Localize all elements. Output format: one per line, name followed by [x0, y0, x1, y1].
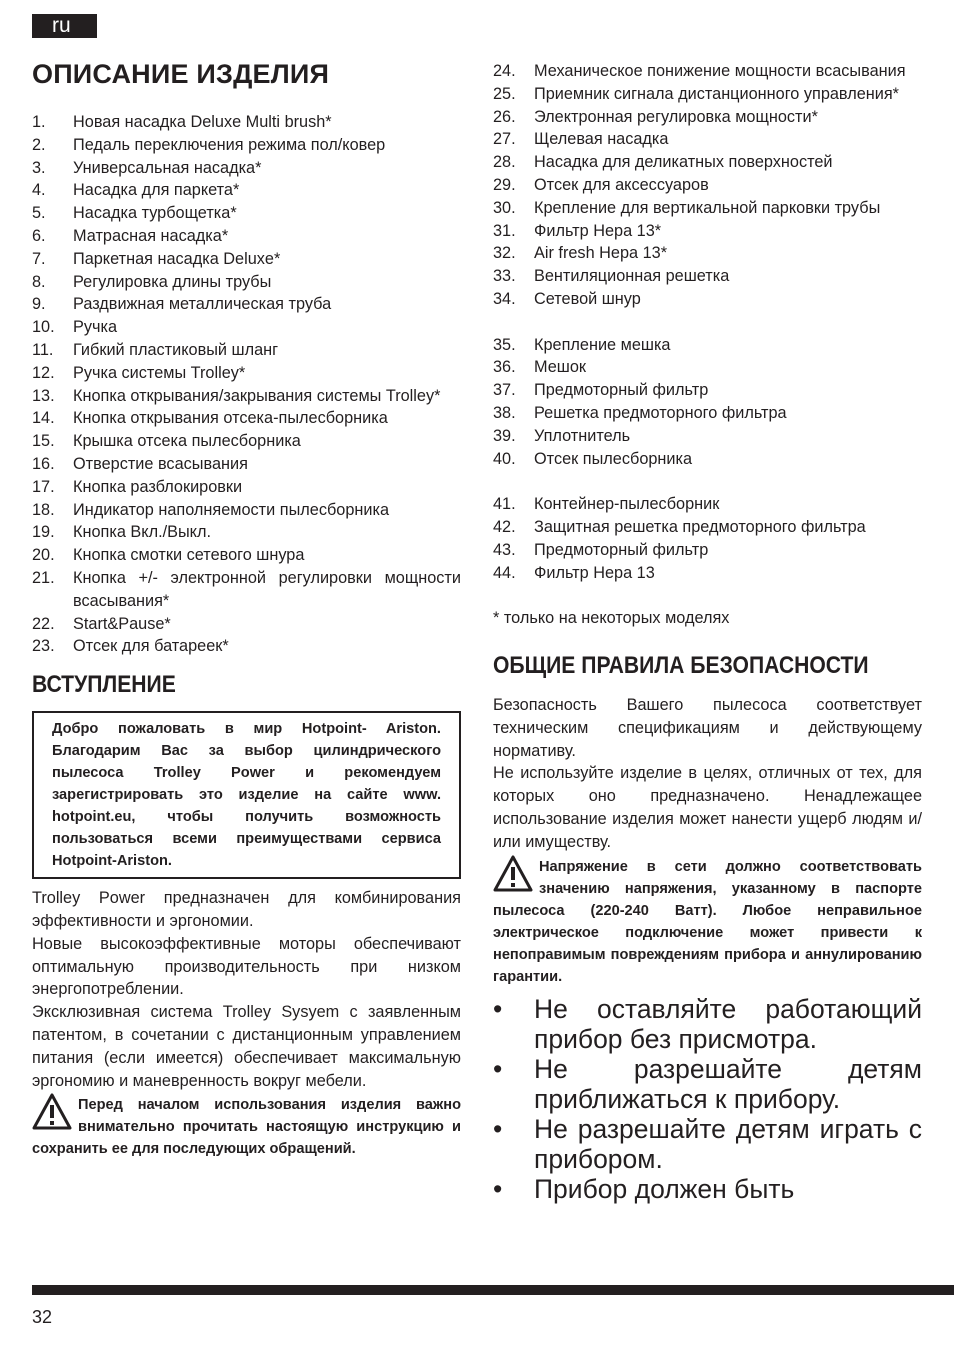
safety-paragraph-1: Безопасность Вашего пылесоса соответствует техническим спецификациям и действующему нормативу. [493, 695, 922, 760]
item-number: 11. [32, 340, 54, 359]
list-item [493, 356, 922, 379]
bullet-glyph: • [493, 1053, 503, 1084]
item-text: Щелевая насадка [534, 130, 669, 149]
item-number: 35. [493, 335, 516, 354]
list-item [32, 407, 461, 430]
item-number: 1. [32, 113, 46, 131]
list-item [32, 225, 461, 248]
safety-warning [493, 856, 922, 988]
list-item [32, 521, 461, 544]
intro-paragraph-3: Эксклюзивная система Trolley Sysyem с заявленным патентом, в сочетании с дистанционным управлением питания (если имеется) обеспечивает максимальную эргономию и маневренность вокруг мебели. [32, 1003, 461, 1090]
list-item [32, 385, 461, 408]
item-text: Паркетная насадка Deluxe* [73, 249, 281, 268]
item-number: 26. [493, 107, 516, 126]
item-number: 36. [493, 358, 516, 377]
item-number: 23. [32, 637, 55, 656]
item-text: Приемник сигнала дистанционного управления* [534, 84, 899, 103]
item-text: Сетевой шнур [534, 289, 641, 308]
safety-bullet-list [493, 994, 922, 1204]
warning-triangle-icon [32, 1092, 72, 1132]
item-number: 3. [32, 158, 46, 177]
item-text: Новая насадка Deluxe Multi brush* [73, 113, 332, 131]
right-column [493, 60, 922, 1204]
list-item [32, 293, 461, 316]
item-number: 34. [493, 289, 516, 308]
list-item [493, 288, 922, 311]
item-number: 22. [32, 614, 55, 633]
list-item [493, 539, 922, 562]
item-number: 44. [493, 563, 516, 582]
item-text: Электронная регулировка мощности* [534, 107, 818, 126]
list-item [493, 425, 922, 448]
list-item [32, 544, 461, 567]
safety-paragraph-2: Не используйте изделие в целях, отличных от тех, для которых оно предназначено. Ненадлежащее использование изделия может нанести ущерб людям и/или имуществу. [493, 764, 922, 851]
list-item [32, 111, 461, 134]
item-number: 33. [493, 267, 516, 286]
item-number: 18. [32, 500, 55, 519]
list-item [32, 339, 461, 362]
item-text: Контейнер-пылесборник [534, 495, 720, 514]
item-text: Крышка отсека пылесборника [73, 432, 301, 451]
item-text: Решетка предмоторного фильтра [534, 403, 787, 422]
item-text: Отверстие всасывания [73, 454, 248, 473]
list-item [493, 493, 922, 516]
item-text: Мешок [534, 358, 587, 377]
page-number: 32 [32, 1307, 53, 1327]
item-text: Фильтр Hepa 13* [534, 221, 662, 240]
bullet-text: Не разрешайте детям играть с прибором. [534, 1113, 922, 1174]
item-text: Крепление для вертикальной парковки трубы [534, 198, 881, 217]
item-text: Кнопка разблокировки [73, 477, 243, 496]
safety-warning-text: Напряжение в сети должно соответствовать значению напряжения, указанному в паспорте пылесоса (220-240 Ватт). Любое неправильное электрическое подключение может привести к непоправимым повреждениям прибора и аннулированию гарантии. [493, 858, 922, 985]
bullet-text: Не разрешайте детям приближаться к прибору. [534, 1053, 922, 1114]
item-number: 21. [32, 568, 55, 587]
item-number: 40. [493, 449, 516, 468]
item-text: Кнопка Вкл./Выкл. [73, 523, 212, 542]
bullet-glyph: • [493, 1113, 503, 1144]
list-item [493, 60, 922, 83]
item-number: 19. [32, 523, 55, 542]
item-text: Кнопка смотки сетевого шнура [73, 546, 305, 565]
list-item [32, 134, 461, 157]
item-text: Предмоторный фильтр [534, 381, 709, 400]
list-item [493, 220, 922, 243]
item-number: 4. [32, 181, 46, 200]
list-item [493, 83, 922, 106]
bullet-item [493, 1174, 922, 1204]
bullet-text: Прибор должен быть [534, 1173, 795, 1204]
item-number: 17. [32, 477, 55, 496]
bullet-item [493, 1114, 922, 1174]
description-title: ОПИСАНИЕ ИЗДЕЛИЯ [32, 59, 330, 89]
list-item [493, 516, 922, 539]
item-text: Ручка [73, 318, 118, 337]
parts-list-right-b [493, 334, 922, 471]
item-number: 30. [493, 198, 516, 217]
warning-triangle-icon [493, 854, 533, 894]
list-item [493, 562, 922, 585]
list-item [32, 157, 461, 180]
item-number: 6. [32, 226, 46, 245]
item-number: 12. [32, 363, 55, 382]
introduction-title: ВСТУПЛЕНИЕ [32, 671, 176, 699]
item-text: Регулировка длины трубы [73, 272, 272, 291]
item-number: 10. [32, 318, 55, 337]
list-item [32, 476, 461, 499]
item-text: Механическое понижение мощности всасывания [534, 62, 906, 80]
list-item [493, 379, 922, 402]
list-item [493, 448, 922, 471]
item-text: Фильтр Hepa 13 [534, 563, 655, 582]
language-tab: ru [32, 14, 97, 38]
item-number: 32. [493, 244, 516, 263]
item-text: Матрасная насадка* [73, 226, 229, 245]
list-item [32, 453, 461, 476]
item-number: 39. [493, 426, 516, 445]
parts-list-right-a [493, 60, 922, 311]
list-item [32, 499, 461, 522]
item-text: Отсек для аксессуаров [534, 175, 709, 194]
intro-warning-text: Перед началом использования изделия важно внимательно прочитать настоящую инструкцию и сохранить ее для последующих обращений. [32, 1097, 461, 1158]
item-text: Универсальная насадка* [73, 158, 262, 177]
item-number: 20. [32, 546, 55, 565]
item-text: Гибкий пластиковый шланг [73, 340, 279, 359]
list-item [493, 402, 922, 425]
item-number: 38. [493, 403, 516, 422]
list-item [493, 174, 922, 197]
item-text: Предмоторный фильтр [534, 540, 709, 559]
item-number: 15. [32, 432, 55, 451]
list-item [493, 265, 922, 288]
list-item [32, 248, 461, 271]
list-item [32, 316, 461, 339]
bullet-item [493, 994, 922, 1054]
item-number: 7. [32, 249, 46, 268]
item-text: Ручка системы Trolley* [73, 363, 246, 382]
list-item [493, 128, 922, 151]
item-number: 43. [493, 540, 516, 559]
item-number: 41. [493, 495, 516, 514]
bullet-glyph: • [493, 1173, 503, 1204]
item-number: 2. [32, 135, 46, 154]
item-number: 25. [493, 84, 516, 103]
item-text: Педаль переключения режима пол/ковер [73, 135, 386, 154]
bullet-glyph: • [493, 993, 503, 1024]
parts-list-left [32, 111, 461, 658]
item-text: Индикатор наполняемости пылесборника [73, 500, 390, 519]
item-number: 28. [493, 153, 516, 172]
item-text: Кнопка открывания/закрывания системы Trolley* [73, 386, 441, 405]
item-number: 14. [32, 409, 55, 428]
item-text: Насадка для паркета* [73, 181, 240, 200]
item-number: 9. [32, 295, 46, 314]
intro-warning [32, 1094, 461, 1160]
welcome-box: Добро пожаловать в мир Hotpoint- Ariston. Благодарим Вас за выбор цилиндрического пылесоса Trolley Power и рекомендуем зарегистрировать это изделие на сайте www. hotpoint.eu, чтобы получить возможность пользоваться всеми преимуществами сервиса Hotpoint-Ariston. [32, 711, 461, 879]
item-number: 42. [493, 517, 516, 536]
bullet-text: Не оставляйте работающий прибор без присмотра. [534, 993, 922, 1054]
item-number: 13. [32, 386, 55, 405]
list-item [493, 242, 922, 265]
intro-paragraph-1: Trolley Power предназначен для комбинирования эффективности и эргономии. [32, 889, 461, 930]
footer-rule [32, 1285, 954, 1295]
safety-title: ОБЩИЕ ПРАВИЛА БЕЗОПАСНОСТИ [493, 651, 869, 679]
item-text: Вентиляционная решетка [534, 267, 730, 286]
item-number: 27. [493, 130, 516, 149]
parts-list-right-c [493, 493, 922, 584]
item-number: 16. [32, 454, 55, 473]
item-number: 37. [493, 381, 516, 400]
models-note: * только на некоторых моделях [493, 609, 730, 628]
list-item [32, 202, 461, 225]
item-number: 5. [32, 204, 46, 223]
list-item [493, 197, 922, 220]
item-number: 8. [32, 272, 46, 291]
list-item [32, 179, 461, 202]
list-item [32, 430, 461, 453]
left-column [32, 56, 461, 1160]
item-text: Кнопка открывания отсека-пылесборника [73, 409, 388, 428]
item-text: Насадка турбощетка* [73, 204, 237, 223]
item-text: Уплотнитель [534, 426, 631, 445]
item-text: Кнопка +/- электронной регулировки мощности всасывания* [73, 568, 461, 610]
list-item [32, 635, 461, 658]
item-text: Air fresh Hepa 13* [534, 244, 668, 263]
intro-paragraph-2: Новые высокоэффективные моторы обеспечивают оптимальную производительность при низком энергопотреблении. [32, 934, 461, 999]
item-number: 31. [493, 221, 516, 240]
bullet-item [493, 1054, 922, 1114]
item-text: Отсек пылесборника [534, 449, 693, 468]
list-item [32, 613, 461, 636]
list-item [493, 151, 922, 174]
item-text: Start&Pause* [73, 614, 171, 633]
item-number: 24. [493, 62, 516, 80]
item-number: 29. [493, 175, 516, 194]
item-text: Защитная решетка предмоторного фильтра [534, 517, 866, 536]
list-item [32, 271, 461, 294]
item-text: Отсек для батареек* [73, 637, 229, 656]
item-text: Раздвижная металлическая труба [73, 295, 332, 314]
list-item [493, 334, 922, 357]
list-item [493, 106, 922, 129]
list-item [32, 362, 461, 385]
item-text: Крепление мешка [534, 335, 671, 354]
item-text: Насадка для деликатных поверхностей [534, 153, 833, 172]
list-item [32, 567, 461, 613]
